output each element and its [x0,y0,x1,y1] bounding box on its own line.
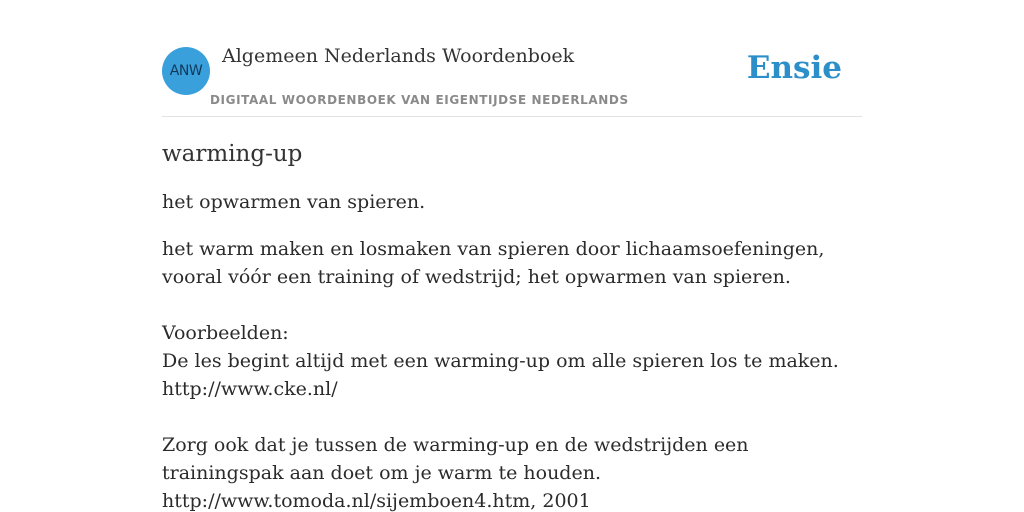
dictionary-entry [162,138,862,512]
site-subtitle: DIGITAAL WOORDENBOEK VAN EIGENTIJDSE NEDERLANDS [210,93,629,107]
site-title[interactable]: Algemeen Nederlands Woordenboek [222,45,575,67]
entry-full-definition: het warm maken en losmaken van spieren door lichaamsoefeningen, vooral vóór een training of wedstrijd; het opwarmen van spieren. Voorbeelden: De les begint altijd met een warming-up om alle spieren los te maken. http://www.cke.nl/ Zorg ook dat je tussen de warming-up en de wedstrijden een trainingspak aan doet om je warm te houden. http://www.tomoda.nl/sijemboen4.htm, 2001 [162,238,839,512]
ensie-brand-logo[interactable]: Ensie [746,50,842,86]
site-header [162,0,862,117]
entry-short-definition: het opwarmen van spieren. [162,191,426,213]
anw-logo[interactable]: ANW [162,47,210,95]
entry-headword: warming-up [162,141,303,167]
